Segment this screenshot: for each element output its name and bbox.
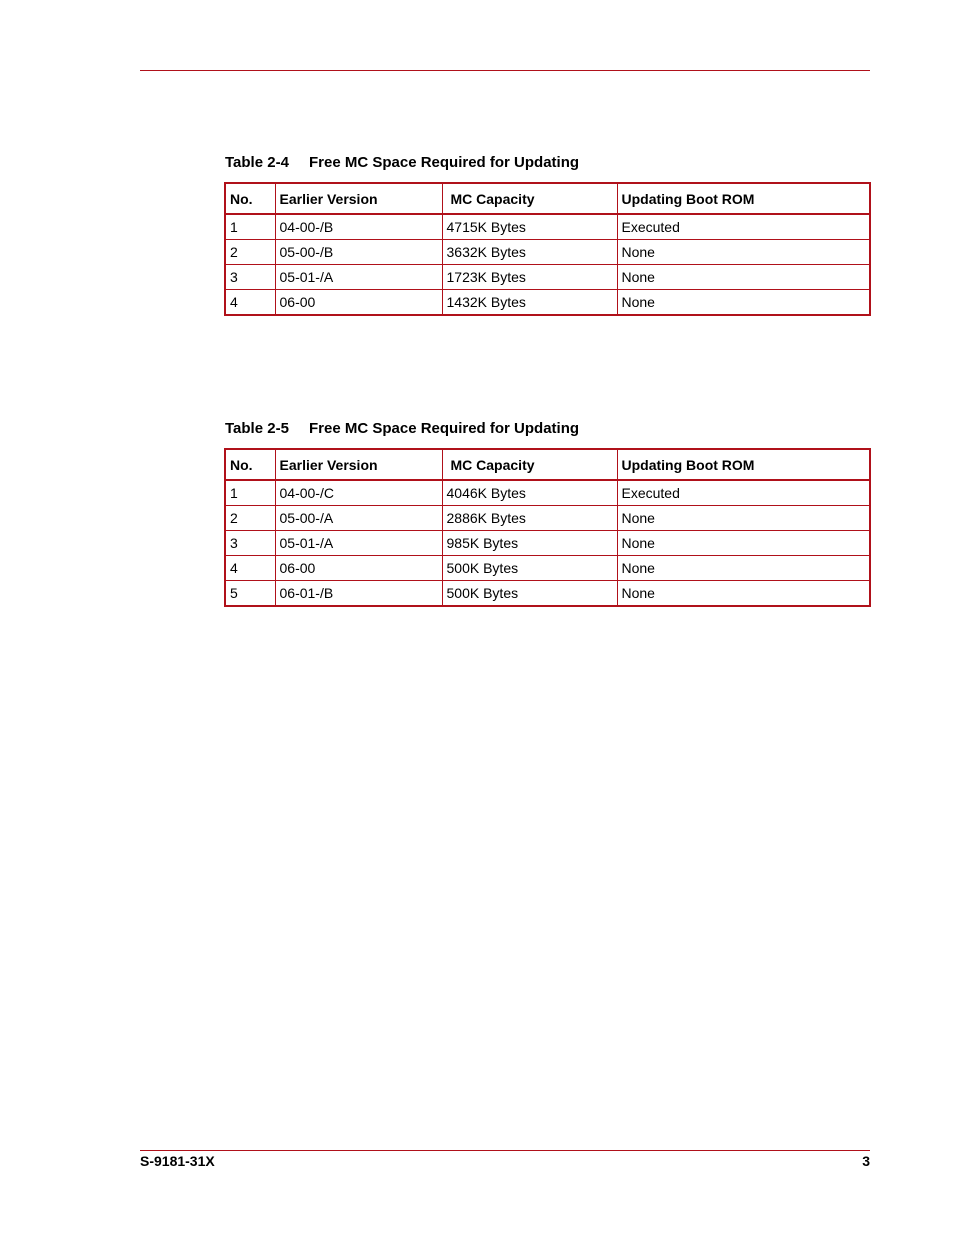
cell-no: 2 (225, 240, 275, 265)
column-header-no: No. (225, 183, 275, 214)
table-2-4 (224, 182, 871, 316)
cell-updating-boot-rom: None (617, 240, 870, 265)
cell-mc-capacity: 500K Bytes (442, 556, 617, 581)
cell-earlier-version: 04-00-/B (275, 214, 442, 240)
cell-no: 2 (225, 506, 275, 531)
cell-mc-capacity: 500K Bytes (442, 581, 617, 607)
footer-rule (140, 1150, 870, 1151)
table-row (225, 531, 870, 556)
table-label: Table 2-4 (225, 154, 289, 171)
cell-earlier-version: 06-00 (275, 290, 442, 316)
footer-page-number: 3 (862, 1153, 870, 1169)
cell-updating-boot-rom: None (617, 556, 870, 581)
cell-mc-capacity: 4046K Bytes (442, 480, 617, 506)
cell-no: 5 (225, 581, 275, 607)
cell-mc-capacity: 3632K Bytes (442, 240, 617, 265)
cell-updating-boot-rom: None (617, 581, 870, 607)
cell-updating-boot-rom: Executed (617, 214, 870, 240)
cell-updating-boot-rom: Executed (617, 480, 870, 506)
cell-updating-boot-rom: None (617, 290, 870, 316)
table-row (225, 581, 870, 607)
table-row (225, 214, 870, 240)
cell-earlier-version: 06-00 (275, 556, 442, 581)
cell-no: 4 (225, 290, 275, 316)
column-header-updating-boot-rom: Updating Boot ROM (617, 449, 870, 480)
cell-no: 1 (225, 480, 275, 506)
cell-earlier-version: 05-01-/A (275, 265, 442, 290)
cell-mc-capacity: 4715K Bytes (442, 214, 617, 240)
cell-earlier-version: 04-00-/C (275, 480, 442, 506)
cell-no: 3 (225, 531, 275, 556)
table-row (225, 265, 870, 290)
column-header-earlier-version: Earlier Version (275, 183, 442, 214)
table-row (225, 290, 870, 316)
table-row (225, 556, 870, 581)
cell-updating-boot-rom: None (617, 265, 870, 290)
cell-earlier-version: 06-01-/B (275, 581, 442, 607)
table-title: Free MC Space Required for Updating (309, 420, 580, 437)
cell-mc-capacity: 2886K Bytes (442, 506, 617, 531)
cell-earlier-version: 05-00-/A (275, 506, 442, 531)
column-header-earlier-version: Earlier Version (275, 449, 442, 480)
cell-no: 1 (225, 214, 275, 240)
table-header-row (225, 183, 870, 214)
cell-earlier-version: 05-01-/A (275, 531, 442, 556)
table-header-row (225, 449, 870, 480)
column-header-mc-capacity: MC Capacity (442, 183, 617, 214)
cell-updating-boot-rom: None (617, 506, 870, 531)
table-row (225, 240, 870, 265)
column-header-no: No. (225, 449, 275, 480)
column-header-updating-boot-rom: Updating Boot ROM (617, 183, 870, 214)
cell-no: 3 (225, 265, 275, 290)
table-caption (225, 420, 579, 437)
header-rule (140, 70, 870, 71)
cell-mc-capacity: 1723K Bytes (442, 265, 617, 290)
table-caption (225, 154, 579, 171)
cell-no: 4 (225, 556, 275, 581)
cell-mc-capacity: 1432K Bytes (442, 290, 617, 316)
table-title: Free MC Space Required for Updating (309, 154, 580, 171)
cell-mc-capacity: 985K Bytes (442, 531, 617, 556)
table-row (225, 480, 870, 506)
table-label: Table 2-5 (225, 420, 289, 437)
footer-doc-number: S-9181-31X (140, 1153, 215, 1169)
cell-earlier-version: 05-00-/B (275, 240, 442, 265)
column-header-mc-capacity: MC Capacity (442, 449, 617, 480)
table-row (225, 506, 870, 531)
cell-updating-boot-rom: None (617, 531, 870, 556)
table-2-5 (224, 448, 871, 607)
